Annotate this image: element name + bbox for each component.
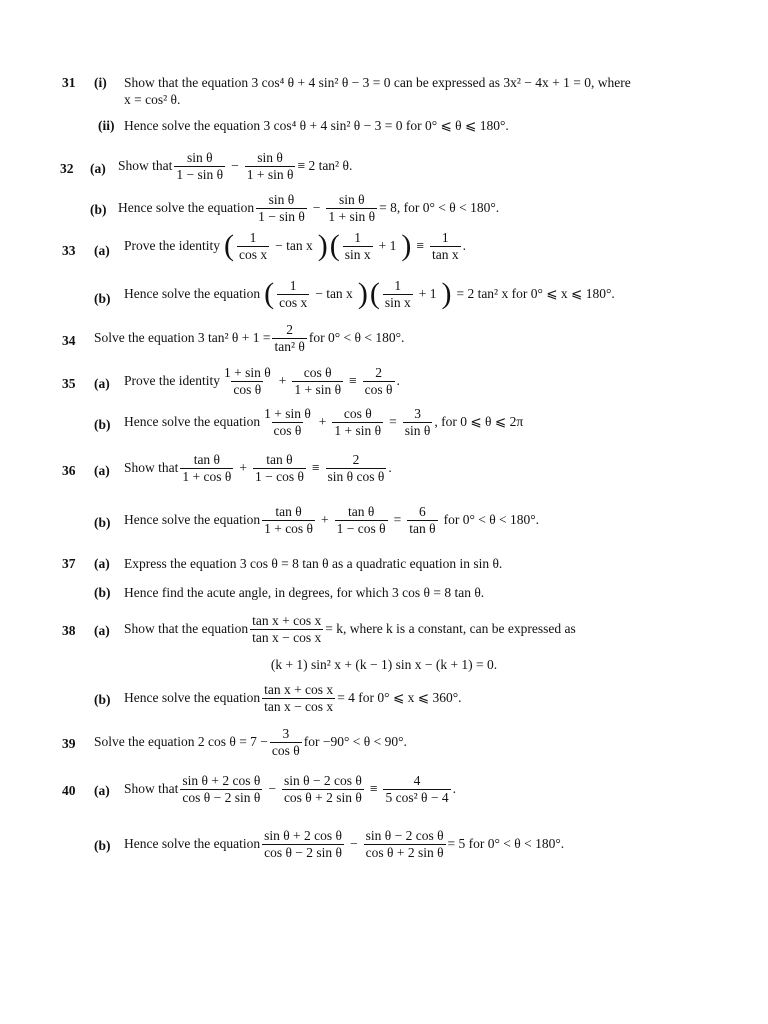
denominator: tan x − cos x (264, 698, 334, 714)
question-number: 35 (62, 376, 76, 391)
term: + 1 (418, 286, 437, 302)
numerator: 2 (352, 452, 360, 467)
question-text: = 2 tan² x for 0° ⩽ x ⩽ 180°. (456, 286, 615, 302)
close-paren: ) (317, 229, 328, 263)
question-text: Solve the equation 2 cos θ = 7 − (94, 734, 268, 750)
fraction (363, 365, 395, 397)
question-text: Solve the equation 3 tan² θ + 1 = (94, 330, 271, 346)
fraction (326, 452, 387, 484)
question-number: 31 (62, 75, 76, 90)
numerator: tan θ (193, 452, 221, 467)
period: . (396, 373, 400, 389)
period: . (452, 781, 456, 797)
denominator: cos θ (364, 381, 393, 397)
denominator: cos θ + 2 sin θ (283, 789, 362, 805)
fraction (262, 828, 344, 860)
question-text: Hence solve the equation 3 cos⁴ θ + 4 sin² θ − 3 = 0 for 0° ⩽ θ ⩽ 180°. (124, 118, 509, 133)
question-number: 40 (62, 783, 76, 798)
part-label: (a) (94, 783, 110, 798)
part-label: (b) (90, 202, 107, 217)
fraction (262, 504, 315, 536)
fraction (430, 230, 461, 262)
period: . (462, 238, 466, 254)
numerator: sin θ + 2 cos θ (264, 828, 342, 843)
denominator: cos θ (233, 381, 262, 397)
numerator: tan x + cos x (252, 613, 322, 628)
question-text: Show that (118, 158, 173, 174)
denominator: cos θ − 2 sin θ (264, 844, 342, 860)
part-label: (a) (94, 556, 110, 571)
numerator: 3 (414, 406, 421, 421)
numerator: 1 (394, 278, 402, 293)
numerator: 3 (282, 726, 290, 741)
numerator: tan θ (266, 452, 293, 467)
numerator: 4 (413, 773, 421, 788)
question-text: for 0° < θ < 180°. (443, 512, 540, 528)
numerator: tan θ (347, 504, 375, 519)
part-label: (a) (94, 243, 110, 258)
question-text: = 4 for 0° ⩽ x ⩽ 360°. (337, 690, 462, 706)
term: − tan x (315, 286, 353, 302)
operator: + (321, 512, 329, 528)
question-text: Hence solve the equation (124, 512, 261, 528)
question-number: 38 (62, 623, 76, 638)
numerator: 1 (441, 230, 449, 245)
question-text: Express the equation 3 cos θ = 8 tan θ as a quadratic equation in sin θ. (124, 556, 503, 571)
denominator: 1 + cos θ (182, 468, 232, 484)
question-text: Show that the equation 3 cos⁴ θ + 4 sin² θ − 3 = 0 can be expressed as 3x² − 4x + 1 = 0, where (124, 75, 631, 90)
fraction (277, 278, 309, 310)
open-paren: ( (369, 277, 380, 311)
open-paren: ( (329, 229, 340, 263)
operator: = (389, 414, 397, 430)
numerator: sin θ + 2 cos θ (182, 773, 261, 788)
part-label: (b) (94, 291, 111, 306)
close-paren: ) (441, 277, 452, 311)
operator: − (350, 836, 358, 852)
denominator: 1 − sin θ (258, 208, 305, 224)
numerator: 1 + sin θ (264, 406, 311, 421)
fraction (383, 278, 413, 310)
fraction (180, 773, 262, 805)
denominator: 1 − sin θ (176, 166, 224, 182)
numerator: sin θ − 2 cos θ (283, 773, 362, 788)
close-paren: ) (401, 229, 412, 263)
part-label: (b) (94, 838, 111, 853)
denominator: 1 − cos θ (336, 520, 386, 536)
denominator: cos x (279, 294, 308, 310)
fraction (335, 504, 388, 536)
fraction (332, 406, 383, 438)
denominator: cos x (238, 246, 268, 262)
fraction (272, 322, 306, 354)
denominator: cos θ + 2 sin θ (365, 844, 444, 860)
denominator: 1 + cos θ (264, 520, 314, 536)
fraction (262, 406, 313, 438)
numerator: 1 (249, 230, 257, 245)
question-number: 33 (62, 243, 76, 258)
question-text: Hence solve the equation (124, 286, 261, 302)
denominator: tan θ (409, 520, 436, 536)
fraction (292, 365, 343, 397)
question-text: for −90° < θ < 90°. (303, 734, 407, 750)
fraction (174, 150, 225, 182)
denominator: sin θ (404, 422, 431, 438)
numerator: 1 (354, 230, 362, 245)
fraction (407, 504, 437, 536)
denominator: 1 + sin θ (328, 208, 376, 224)
question-text: = k, where k is a constant, can be expressed as (325, 621, 576, 637)
operator: ≡ (311, 460, 320, 476)
question-text: Hence solve the equation (124, 836, 261, 852)
denominator: tan x (431, 246, 459, 262)
fraction (250, 613, 323, 645)
numerator: cos θ (343, 406, 372, 421)
denominator: cos θ − 2 sin θ (182, 789, 261, 805)
denominator: tan² θ (274, 338, 305, 354)
fraction (262, 682, 335, 714)
operator: + (239, 460, 247, 476)
period: . (388, 460, 392, 476)
denominator: cos θ (271, 742, 300, 758)
part-label: (b) (94, 515, 111, 530)
open-paren: ( (223, 229, 234, 263)
question-text: Show that the equation (124, 621, 249, 637)
numerator: 1 (289, 278, 297, 293)
denominator: 1 + sin θ (246, 166, 294, 182)
fraction (222, 365, 273, 397)
part-label: (ii) (98, 118, 115, 133)
part-label: (b) (94, 692, 111, 707)
question-text: Prove the identity (124, 373, 220, 389)
numerator: tan x + cos x (264, 682, 334, 697)
numerator: 2 (375, 365, 382, 380)
part-label: (b) (94, 417, 111, 432)
term: + 1 (378, 238, 397, 254)
question-text: Prove the identity (124, 238, 220, 254)
question-text: Show that (124, 460, 179, 476)
fraction (237, 230, 269, 262)
question-text: = 8, for 0° < θ < 180°. (379, 200, 500, 216)
operator: + (318, 414, 327, 430)
question-text: = 5 for 0° < θ < 180°. (447, 836, 565, 852)
question-number: 39 (62, 736, 76, 751)
close-paren: ) (357, 277, 368, 311)
open-paren: ( (264, 277, 275, 311)
denominator: tan x − cos x (252, 629, 322, 645)
operator: − (268, 781, 276, 797)
question-text: Hence solve the equation (124, 690, 261, 706)
numerator: sin θ − 2 cos θ (365, 828, 444, 843)
question-text: x = cos² θ. (124, 92, 181, 107)
fraction (343, 230, 373, 262)
question-text: ≡ 2 tan² θ. (297, 158, 353, 174)
numerator: 1 + sin θ (223, 365, 271, 380)
question-text: for 0° < θ < 180°. (308, 330, 405, 346)
operator: − (312, 200, 321, 216)
fraction (383, 773, 450, 805)
operator: − (231, 158, 239, 174)
operator: ≡ (349, 373, 357, 389)
question-number: 32 (60, 161, 74, 176)
numerator: sin θ (257, 150, 283, 165)
numerator: cos θ (303, 365, 332, 380)
fraction (256, 192, 307, 224)
operator: = (393, 512, 402, 528)
fraction (270, 726, 302, 758)
part-label: (a) (94, 463, 110, 478)
question-number: 34 (62, 333, 76, 348)
question-text: , for 0 ⩽ θ ⩽ 2π (434, 414, 524, 430)
numerator: 6 (419, 504, 426, 519)
part-label: (i) (94, 75, 107, 90)
fraction (364, 828, 446, 860)
operator: + (278, 373, 287, 389)
question-text: Hence solve the equation (124, 414, 261, 430)
question-text: Show that (124, 781, 179, 797)
fraction (282, 773, 364, 805)
numerator: tan θ (275, 504, 302, 519)
numerator: sin θ (338, 192, 365, 207)
fraction (245, 150, 296, 182)
operator: ≡ (369, 781, 378, 797)
denominator: 1 − cos θ (254, 468, 304, 484)
operator: ≡ (416, 238, 424, 254)
part-label: (a) (94, 623, 110, 638)
part-label: (a) (90, 161, 106, 176)
question-number: 36 (62, 463, 76, 478)
question-text: Hence find the acute angle, in degrees, for which 3 cos θ = 8 tan θ. (124, 585, 485, 600)
denominator: sin x (384, 294, 411, 310)
fraction (180, 452, 233, 484)
denominator: 1 + sin θ (294, 381, 342, 397)
numerator: sin θ (186, 150, 213, 165)
part-label: (a) (94, 376, 110, 391)
numerator: sin θ (268, 192, 295, 207)
numerator: 2 (286, 322, 294, 337)
denominator: 5 cos² θ − 4 (385, 789, 449, 805)
denominator: sin x (344, 246, 371, 262)
part-label: (b) (94, 585, 111, 600)
denominator: cos θ (273, 422, 302, 438)
fraction (403, 406, 433, 438)
display-equation: (k + 1) sin² x + (k − 1) sin x − (k + 1) = 0. (270, 657, 498, 672)
question-text: Hence solve the equation (118, 200, 255, 216)
term: − tan x (275, 238, 313, 254)
denominator: 1 + sin θ (334, 422, 382, 438)
fraction (326, 192, 377, 224)
denominator: sin θ cos θ (327, 468, 385, 484)
question-number: 37 (62, 556, 76, 571)
fraction (253, 452, 306, 484)
